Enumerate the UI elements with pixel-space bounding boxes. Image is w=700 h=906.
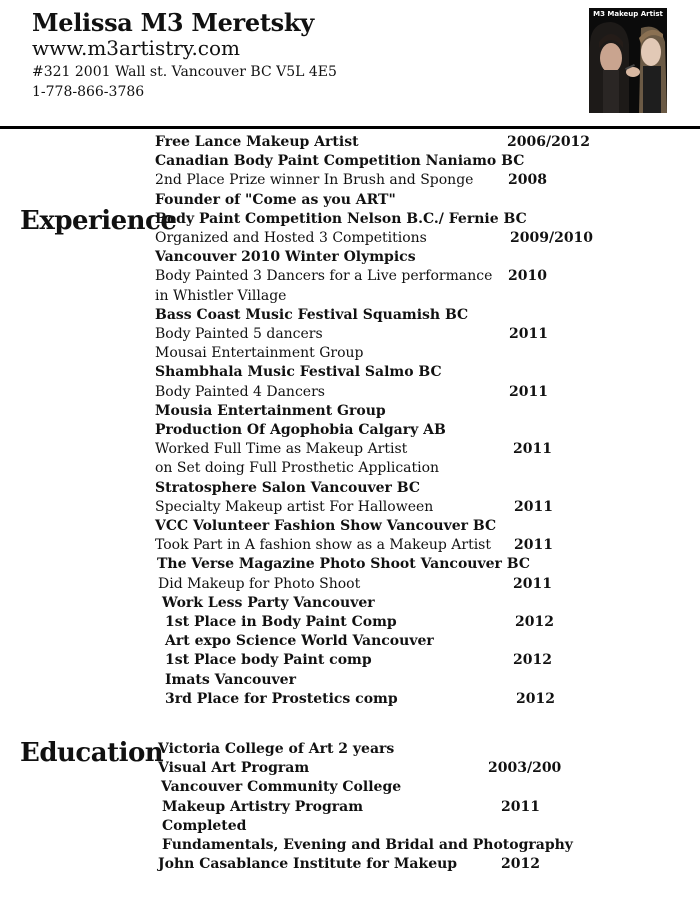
experience-entry-text: Body Painted 4 Dancers [155, 383, 325, 400]
experience-entry-text: Production Of Agophobia Calgary AB [155, 422, 446, 438]
experience-entry-text: 1st Place in Body Paint Comp [165, 614, 397, 630]
education-entry-text: Visual Art Program [158, 760, 310, 777]
experience-entry-text: Art expo Science World Vancouver [165, 633, 434, 650]
education-entry-year: 2003/200 [488, 760, 562, 777]
experience-entry-text: Worked Full Time as Makeup Artist [155, 441, 408, 458]
header-divider [0, 126, 700, 129]
experience-entry-text: in Whistler Village [155, 287, 287, 304]
experience-entry-text: Body Painted 5 dancers [155, 326, 323, 342]
experience-entry-text: Body Painted 3 Dancers for a Live performance [155, 268, 493, 285]
education-entry-text: Completed [162, 817, 247, 834]
experience-entry-text: Imats Vancouver [165, 671, 296, 688]
experience-heading: Experience [20, 206, 177, 236]
education-entry-text: John Casablance Institute for Makeup [158, 856, 458, 873]
experience-entry-text: Took Part in A fashion show as a Makeup Artist [155, 537, 491, 554]
education-entry-text: Victoria College of Art 2 years [158, 741, 395, 757]
experience-entry-year: 2009/2010 [510, 230, 594, 246]
experience-entry-text: on Set doing Full Prosthetic Application [155, 460, 440, 477]
experience-entry-text: VCC Volunteer Fashion Show Vancouver BC [155, 518, 497, 534]
experience-entry-text: Shambhala Music Festival Salmo BC [155, 364, 442, 381]
photo-caption: M3 Makeup Artist [593, 10, 663, 18]
experience-entry-year: 2011 [513, 575, 552, 592]
experience-entry-text: Organized and Hosted 3 Competitions [155, 230, 427, 246]
experience-entry-text: 2nd Place Prize winner In Brush and Sponge [155, 172, 474, 189]
experience-entry-year: 2011 [509, 326, 548, 342]
experience-entry-text: Free Lance Makeup Artist [155, 134, 359, 150]
education-entry-text: Makeup Artistry Program [162, 798, 364, 815]
experience-entry-year: 2012 [516, 690, 555, 707]
profile-photo-image [589, 8, 667, 113]
experience-entry-text: Stratosphere Salon Vancouver BC [155, 479, 421, 496]
education-entry-text: Vancouver Community College [161, 779, 402, 796]
profile-photo [589, 8, 667, 113]
experience-entry-text: Vancouver 2010 Winter Olympics [155, 249, 416, 266]
experience-entry-text: Mousai Entertainment Group [155, 345, 364, 362]
address-text: #321 2001 Wall st. Vancouver BC V5L 4E5 [32, 64, 337, 80]
experience-entry-text: Canadian Body Paint Competition Naniamo BC [155, 153, 525, 170]
experience-entry-year: 2011 [509, 383, 548, 400]
experience-entry-text: Bass Coast Music Festival Squamish BC [155, 306, 469, 323]
experience-entry-year: 2008 [508, 172, 547, 189]
experience-entry-year: 2006/2012 [507, 134, 591, 150]
experience-entry-year: 2010 [508, 268, 547, 285]
experience-entry-year: 2012 [515, 614, 554, 630]
experience-entry-text: 3rd Place for Prostetics comp [165, 690, 398, 707]
experience-entry-text: Work Less Party Vancouver [162, 594, 375, 611]
experience-entry-text: Did Makeup for Photo Shoot [158, 575, 361, 592]
education-entry-year: 2012 [501, 856, 540, 873]
experience-entry-year: 2011 [514, 537, 553, 554]
resume-name: Melissa M3 Meretsky [32, 8, 314, 37]
website-text: www.m3artistry.com [32, 36, 241, 60]
experience-entry-text: Body Paint Competition Nelson B.C./ Fernie BC [155, 210, 527, 227]
experience-entry-text: Specialty Makeup artist For Halloween [155, 498, 434, 515]
experience-entry-year: 2011 [514, 498, 553, 515]
experience-entry-year: 2011 [513, 441, 552, 458]
experience-entry-text: The Verse Magazine Photo Shoot Vancouver BC [157, 556, 530, 573]
education-entry-text: Fundamentals, Evening and Bridal and Photography [162, 837, 573, 853]
education-entry-year: 2011 [501, 798, 540, 815]
experience-entry-text: Mousia Entertainment Group [155, 402, 386, 419]
experience-entry-text: 1st Place body Paint comp [165, 652, 372, 669]
experience-entry-text: Founder of "Come as you ART" [155, 191, 396, 208]
experience-entry-year: 2012 [513, 652, 552, 669]
education-heading: Education [20, 738, 164, 768]
phone-text: 1-778-866-3786 [32, 84, 145, 100]
